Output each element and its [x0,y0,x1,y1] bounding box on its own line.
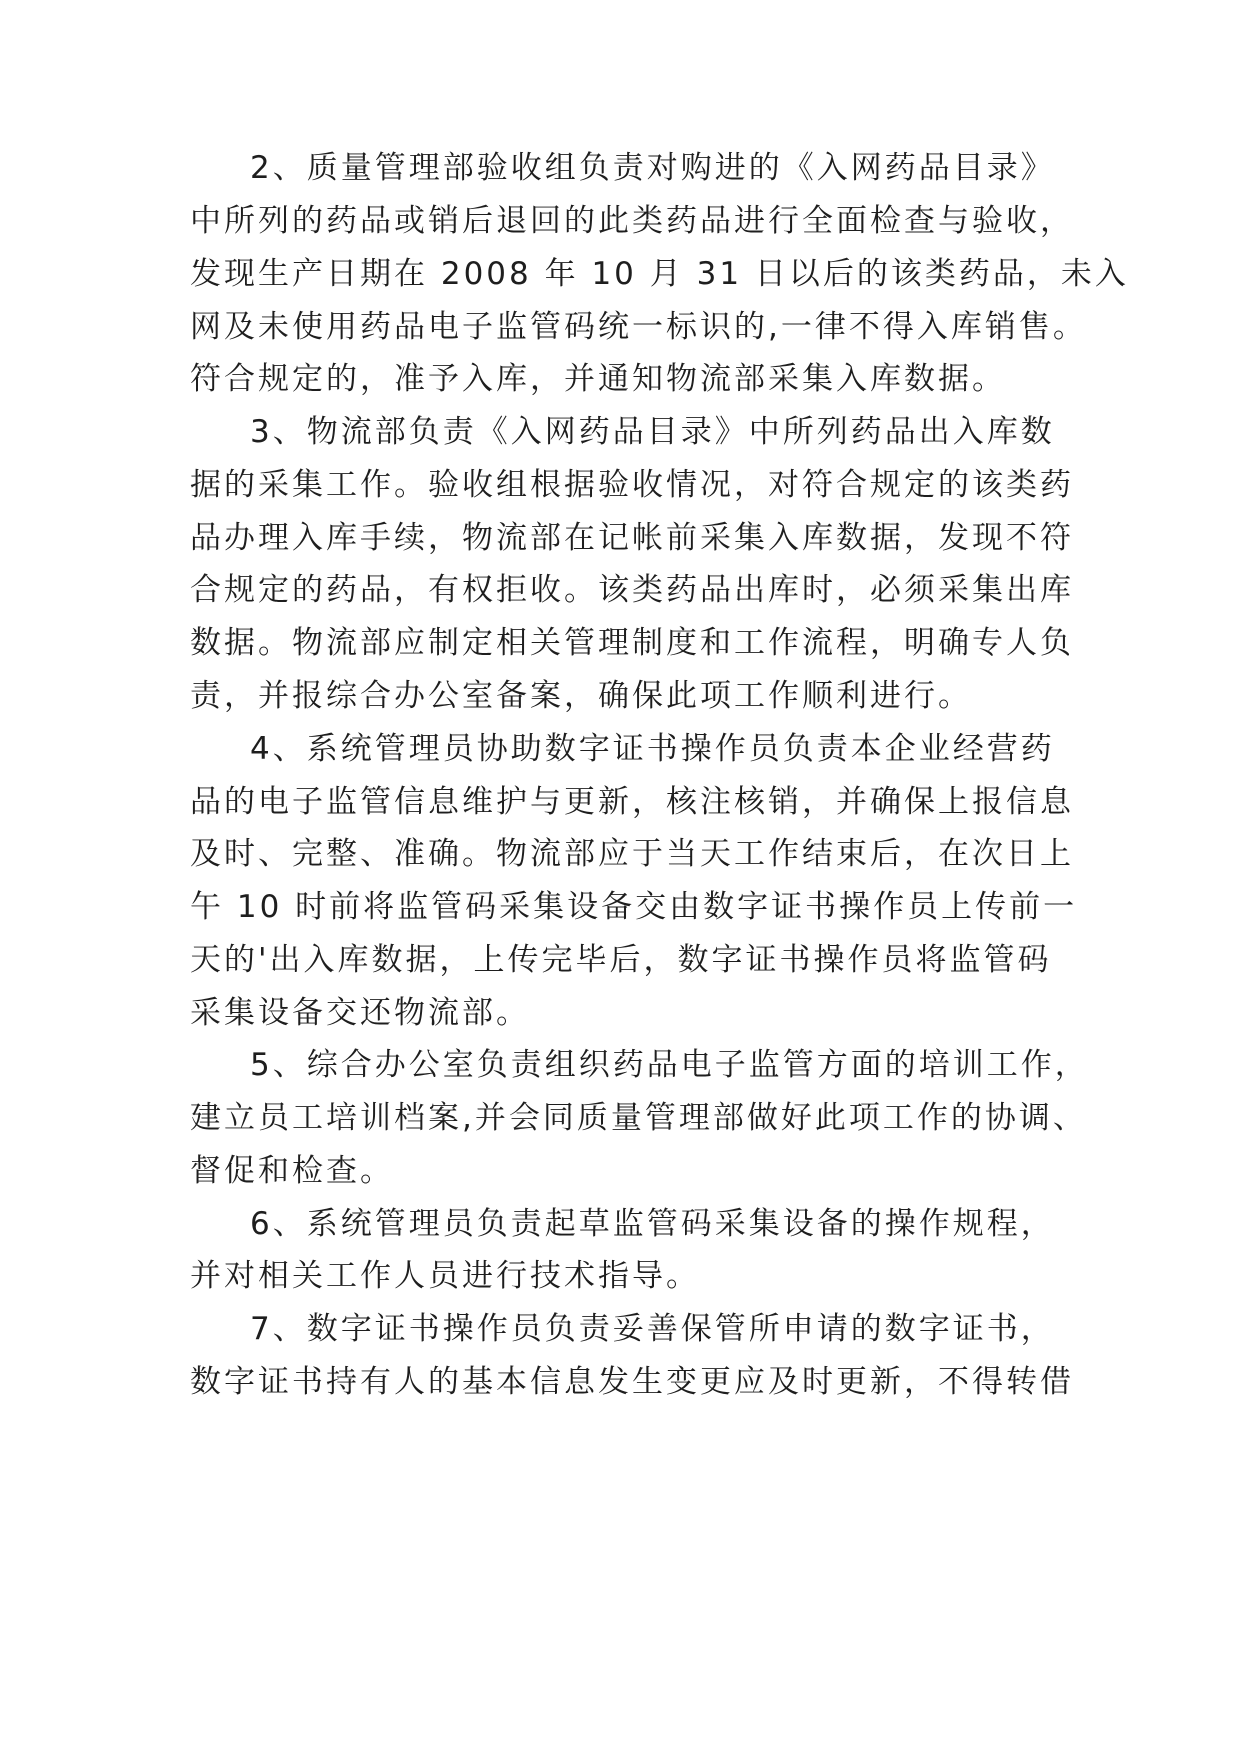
paragraph-4-line-2: 品的电子监管信息维护与更新，核注核销，并确保上报信息 [190,784,1074,820]
paragraph-3-line-3: 品办理入库手续，物流部在记帐前采集入库数据，发现不符 [190,520,1074,556]
paragraph-2-line-1: 2、质量管理部验收组负责对购进的《入网药品目录》 [250,150,1055,186]
paragraph-3-line-1: 3、物流部负责《入网药品目录》中所列药品出入库数 [250,414,1055,450]
paragraph-7-line-1: 7、数字证书操作员负责妥善保管所申请的数字证书， [250,1311,1055,1347]
paragraph-3-line-4: 合规定的药品，有权拒收。该类药品出库时，必须采集出库 [190,572,1074,608]
paragraph-4-line-4: 午 10 时前将监管码采集设备交由数字证书操作员上传前一 [190,889,1078,925]
paragraph-5-line-2: 建立员工培训档案,并会同质量管理部做好此项工作的协调、 [190,1100,1087,1136]
paragraph-4-line-1: 4、系统管理员协助数字证书操作员负责本企业经营药 [250,731,1055,767]
paragraph-4-line-3: 及时、完整、准确。物流部应于当天工作结束后，在次日上 [190,836,1074,872]
paragraph-5-line-3: 督促和检查。 [190,1153,394,1189]
paragraph-5-line-1: 5、综合办公室负责组织药品电子监管方面的培训工作， [250,1047,1089,1083]
paragraph-2-line-4: 网及未使用药品电子监管码统一标识的,一律不得入库销售。 [190,309,1087,345]
paragraph-7-line-2: 数字证书持有人的基本信息发生变更应及时更新，不得转借 [190,1364,1074,1400]
paragraph-6-line-1: 6、系统管理员负责起草监管码采集设备的操作规程， [250,1206,1055,1242]
paragraph-6-line-2: 并对相关工作人员进行技术指导。 [190,1258,700,1294]
paragraph-3-line-2: 据的采集工作。验收组根据验收情况，对符合规定的该类药 [190,467,1074,503]
paragraph-3-line-6: 责，并报综合办公室备案，确保此项工作顺利进行。 [190,678,972,714]
paragraph-3-line-5: 数据。物流部应制定相关管理制度和工作流程，明确专人负 [190,625,1074,661]
paragraph-2-line-5: 符合规定的，准予入库，并通知物流部采集入库数据。 [190,361,1006,397]
paragraph-2-line-2: 中所列的药品或销后退回的此类药品进行全面检查与验收， [190,203,1074,239]
paragraph-4-line-6: 采集设备交还物流部。 [190,995,530,1031]
paragraph-2-line-3: 发现生产日期在 2008 年 10 月 31 日以后的该类药品，未入 [190,256,1129,292]
paragraph-4-line-5: 天的'出入库数据，上传完毕后，数字证书操作员将监管码 [190,942,1052,978]
